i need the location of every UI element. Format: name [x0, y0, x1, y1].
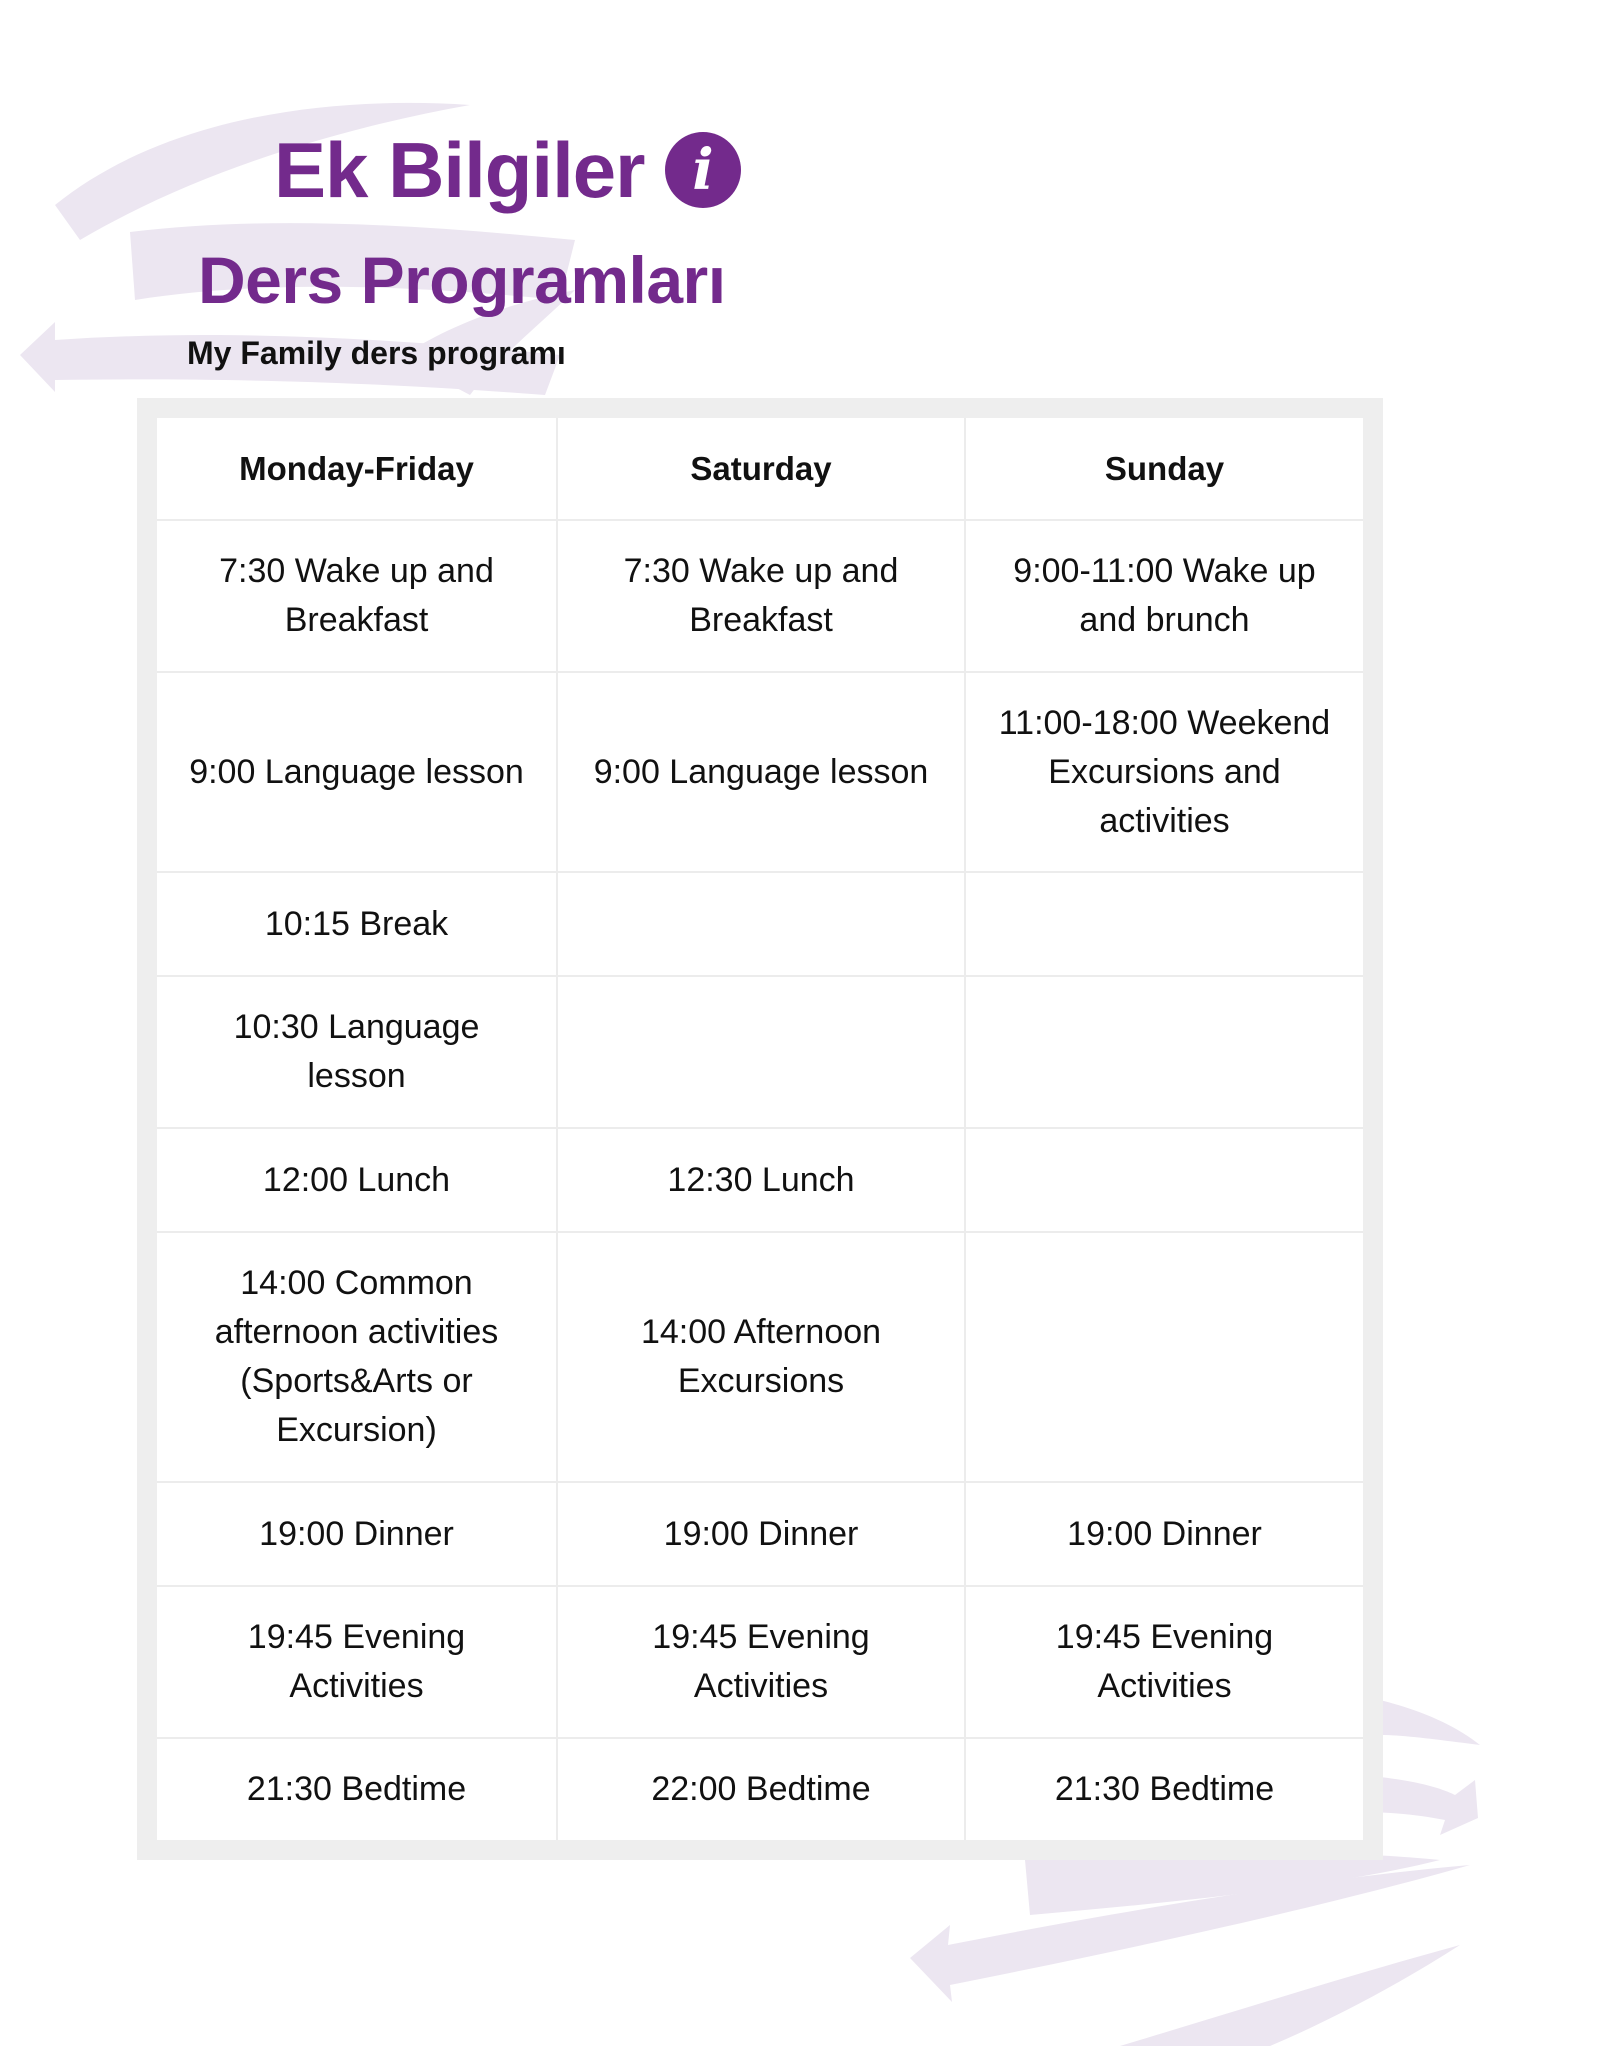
table-row [157, 1586, 1363, 1738]
page-title: Ek Bilgiler [274, 126, 645, 214]
table-row [157, 1232, 1363, 1482]
table-cell [557, 976, 965, 1128]
table-cell: 19:00 Dinner [557, 1482, 965, 1586]
table-row [157, 1128, 1363, 1232]
table-row [157, 520, 1363, 672]
table-cell: 14:00 Common afternoon activities (Sports&Arts or Excursion) [157, 1232, 557, 1482]
table-cell: 7:30 Wake up and Breakfast [557, 520, 965, 672]
table-cell [965, 976, 1363, 1128]
table-cell [965, 872, 1363, 976]
column-header-saturday: Saturday [557, 418, 965, 520]
table-cell: 9:00 Language lesson [157, 672, 557, 872]
schedule-table [157, 418, 1363, 1840]
table-cell: 19:00 Dinner [965, 1482, 1363, 1586]
column-header-sunday: Sunday [965, 418, 1363, 520]
table-cell: 12:00 Lunch [157, 1128, 557, 1232]
table-cell: 9:00-11:00 Wake up and brunch [965, 520, 1363, 672]
table-row [157, 672, 1363, 872]
column-header-monday-friday: Monday-Friday [157, 418, 557, 520]
table-cell: 14:00 Afternoon Excursions [557, 1232, 965, 1482]
table-cell: 10:30 Language lesson [157, 976, 557, 1128]
table-row [157, 1738, 1363, 1840]
table-cell: 19:45 Evening Activities [157, 1586, 557, 1738]
schedule-frame [137, 398, 1383, 1860]
table-row [157, 1482, 1363, 1586]
table-cell: 19:45 Evening Activities [965, 1586, 1363, 1738]
table-cell: 21:30 Bedtime [157, 1738, 557, 1840]
table-header-row [157, 418, 1363, 520]
table-row [157, 976, 1363, 1128]
table-cell: 12:30 Lunch [557, 1128, 965, 1232]
table-cell: 9:00 Language lesson [557, 672, 965, 872]
table-cell: 19:00 Dinner [157, 1482, 557, 1586]
table-cell: 21:30 Bedtime [965, 1738, 1363, 1840]
table-cell: 7:30 Wake up and Breakfast [157, 520, 557, 672]
table-cell [965, 1232, 1363, 1482]
table-cell: 19:45 Evening Activities [557, 1586, 965, 1738]
schedule-caption: My Family ders programı [187, 335, 566, 371]
section-title: Ders Programları [198, 243, 726, 317]
table-cell: 11:00-18:00 Weekend Excursions and activities [965, 672, 1363, 872]
table-cell: 22:00 Bedtime [557, 1738, 965, 1840]
table-cell [965, 1128, 1363, 1232]
table-row [157, 872, 1363, 976]
info-icon: i [665, 132, 741, 208]
table-cell: 10:15 Break [157, 872, 557, 976]
table-cell [557, 872, 965, 976]
